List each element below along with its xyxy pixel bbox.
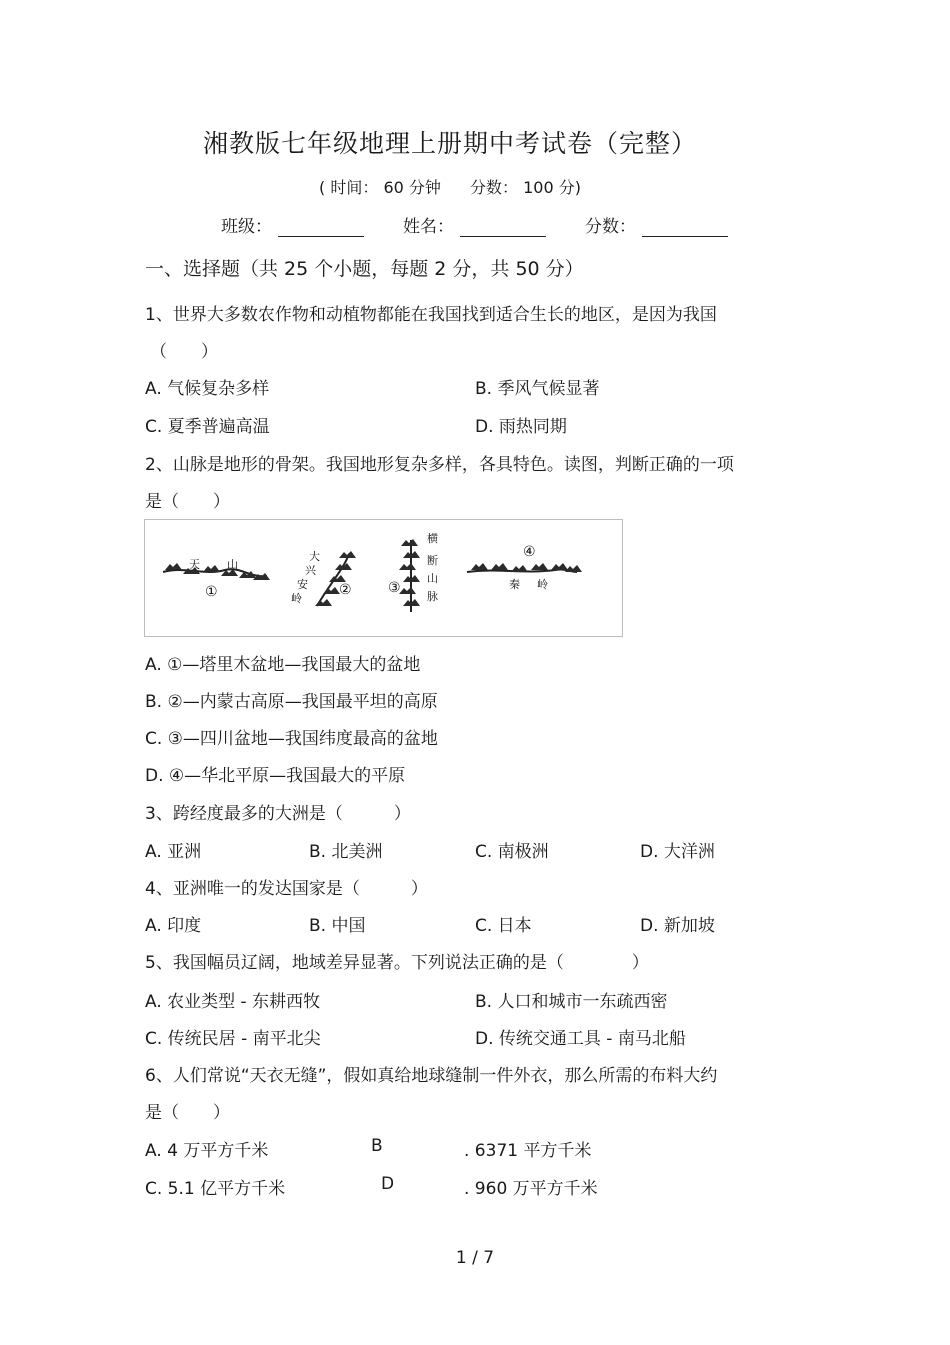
range-1-circle-label: ① xyxy=(205,584,218,600)
q4-option-d: D. 新加坡 xyxy=(640,916,715,936)
class-blank xyxy=(278,218,364,237)
q1-option-b: B. 季风气候显著 xyxy=(475,379,600,399)
class-label: 班级： xyxy=(221,217,272,237)
question-1-stem: 1、世界大多数农作物和动植物都能在我国找到适合生长的地区，是因为我国 xyxy=(145,305,717,325)
range-3-circle-label: ③ xyxy=(388,580,401,596)
range-1-char-1: 天 xyxy=(189,558,200,571)
exam-total-score: 分数： 100 分) xyxy=(470,178,581,197)
q3-option-b: B. 北美洲 xyxy=(309,842,383,862)
q6-option-c: C. 5.1 亿平方千米 xyxy=(145,1179,286,1199)
document-title: 湘教版七年级地理上册期中考试卷（完整） xyxy=(202,129,697,158)
range-3-shape xyxy=(399,539,420,612)
question-3-stem: 3、跨经度最多的大洲是（ ） xyxy=(145,804,411,824)
question-4-stem: 4、亚洲唯一的发达国家是（ ） xyxy=(145,879,428,899)
name-blank xyxy=(460,218,546,237)
score-blank xyxy=(642,218,728,237)
range-3-char-2: 断 xyxy=(427,554,438,567)
range-2-char-4: 岭 xyxy=(291,592,302,605)
q6-option-a: A. 4 万平方千米 xyxy=(145,1141,269,1161)
q2-option-c: C. ③—四川盆地—我国纬度最高的盆地 xyxy=(145,729,438,749)
range-3-char-4: 脉 xyxy=(427,590,438,603)
q5-option-b: B. 人口和城市一东疏西密 xyxy=(475,992,668,1012)
q1-option-d: D. 雨热同期 xyxy=(475,417,567,437)
q5-option-c: C. 传统民居 - 南平北尖 xyxy=(145,1029,321,1049)
range-4-char-1: 秦 xyxy=(509,578,520,591)
question-2-stem: 2、山脉是地形的骨架。我国地形复杂多样，各具特色。读图，判断正确的一项 xyxy=(145,455,734,475)
q3-option-a: A. 亚洲 xyxy=(145,842,202,862)
page-number: 1 / 7 xyxy=(455,1248,495,1268)
q2-option-b: B. ②—内蒙古高原—我国最平坦的高原 xyxy=(145,692,438,712)
mountain-ranges-drawing xyxy=(145,520,622,636)
name-label: 姓名： xyxy=(403,217,454,237)
range-3-char-1: 横 xyxy=(427,532,438,545)
question-6-stem: 6、人们常说“天衣无缝”，假如真给地球缝制一件外衣，那么所需的布料大约 xyxy=(145,1066,718,1086)
q3-option-c: C. 南极洲 xyxy=(475,842,549,862)
range-4-shape xyxy=(467,563,582,572)
q5-option-a: A. 农业类型 - 东耕西牧 xyxy=(145,992,321,1012)
range-4-char-2: 岭 xyxy=(537,578,548,591)
q1-option-c: C. 夏季普遍高温 xyxy=(145,417,270,437)
score-field xyxy=(585,212,728,237)
q6-option-b-letter: B xyxy=(371,1136,383,1156)
question-1-bracket: （ ） xyxy=(150,342,218,362)
range-1-shape xyxy=(163,563,270,580)
q6-option-b-text: . 6371 平方千米 xyxy=(464,1141,592,1161)
q4-option-a: A. 印度 xyxy=(145,916,202,936)
range-3-char-3: 山 xyxy=(427,572,438,585)
score-label: 分数： xyxy=(585,217,636,237)
question-6-bracket: 是（ ） xyxy=(145,1103,230,1123)
q2-option-a: A. ①—塔里木盆地—我国最大的盆地 xyxy=(145,655,421,675)
exam-time: ( 时间： 60 分钟 xyxy=(319,178,441,197)
q3-option-d: D. 大洋洲 xyxy=(640,842,715,862)
class-field xyxy=(221,212,364,237)
range-4-circle-label: ④ xyxy=(523,544,536,560)
range-2-char-3: 安 xyxy=(297,578,308,591)
q4-option-c: C. 日本 xyxy=(475,916,532,936)
range-2-circle-label: ② xyxy=(339,582,352,598)
mountain-ranges-figure xyxy=(144,519,623,637)
range-2-char-2: 兴 xyxy=(305,564,316,577)
exam-meta xyxy=(0,175,900,198)
question-2-bracket: 是（ ） xyxy=(145,492,230,512)
range-1-char-2: 山 xyxy=(227,558,238,571)
q6-option-d-letter: D xyxy=(381,1174,395,1194)
q2-option-d: D. ④—华北平原—我国最大的平原 xyxy=(145,766,406,786)
q1-option-a: A. 气候复杂多样 xyxy=(145,379,270,399)
range-2-char-1: 大 xyxy=(309,550,320,563)
question-5-stem: 5、我国幅员辽阔，地域差异显著。下列说法正确的是（ ） xyxy=(145,953,649,973)
section-heading: 一、选择题（共 25 个小题，每题 2 分，共 50 分） xyxy=(145,258,584,280)
q6-option-d-text: . 960 万平方千米 xyxy=(464,1179,598,1199)
q4-option-b: B. 中国 xyxy=(309,916,366,936)
q5-option-d: D. 传统交通工具 - 南马北船 xyxy=(475,1029,686,1049)
name-field xyxy=(403,212,546,237)
